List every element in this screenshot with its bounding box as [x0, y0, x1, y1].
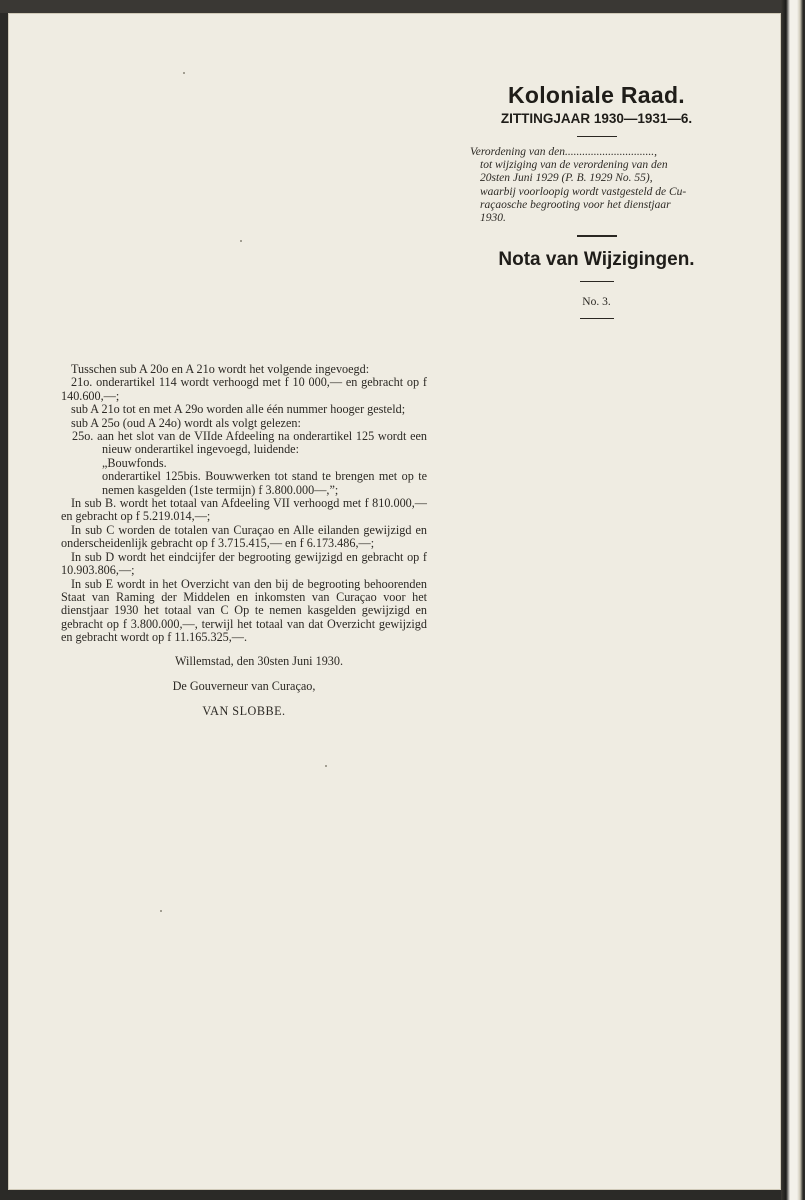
nota-title: Nota van Wijzigingen. [498, 249, 695, 271]
scan-top-border [0, 0, 805, 13]
paragraph: In sub C worden de totalen van Curaçao en Alle eilanden gewijzigd en onderscheidenlijk gebracht op f 3.715.415,— en f 6.173.486,—; [61, 522, 427, 551]
scan-page-edge [781, 0, 805, 1200]
paragraph: In sub E wordt in het Overzicht van den bij de begrooting behoorenden Staat van Raming der Middelen en inkomsten van Curaçao voor het dienstjaar 1930 het totaal van C Op te nemen kasgelden gewijzigd en gebracht op f 3.800.000,—, terwijl het totaal van dat Overzicht gewijzigd en gebracht wordt op f 11.165.325,—. [61, 576, 427, 645]
paragraph: sub A 25o (oud A 24o) wordt als volgt gelezen: [71, 415, 301, 430]
council-title: Koloniale Raad. [507, 82, 686, 108]
subject-line: tot wijziging van de verordening van den [480, 159, 668, 172]
paper-speck [325, 765, 327, 767]
signatory-name: VAN SLOBBE. [202, 704, 286, 719]
signatory-role: De Gouverneur van Curaçao, [172, 678, 316, 693]
divider [577, 136, 617, 137]
divider [577, 235, 617, 237]
paper-speck [240, 240, 242, 242]
subject-line: Verordening van den..............................., [470, 146, 657, 158]
subject-line: waarbij voorloopig wordt vastgesteld de Cu- [480, 185, 687, 198]
paragraph: Tusschen sub A 20o en A 21o wordt het volgende ingevoegd: [71, 362, 370, 376]
paragraph: sub A 21o tot en met A 29o worden alle één nummer hooger gesteld; [71, 402, 406, 417]
paragraph: onderartikel 125bis. Bouwwerken tot stand te brengen met op te nemen kasgelden (1ste termijn) f 3.800.000—,”; [102, 469, 427, 497]
subject-line: 1930. [480, 212, 506, 225]
divider [580, 318, 614, 319]
divider [580, 281, 614, 282]
paper-speck [183, 72, 185, 74]
subject-line: raçaosche begrooting voor het dienstjaar [480, 198, 671, 211]
document-body [61, 363, 427, 719]
paper-speck [160, 910, 162, 912]
document-header [470, 82, 723, 319]
subject-line: 20sten Juni 1929 (P. B. 1929 No. 55), [480, 172, 653, 185]
subject-block [470, 146, 723, 225]
paragraph: In sub B. wordt het totaal van Afdeeling VII verhoogd met f 810.000,— en gebracht op f 5.219.014,—; [61, 496, 427, 524]
document-number: No. 3. [582, 296, 611, 309]
paragraph: „Bouwfonds. [102, 455, 167, 470]
session-year: ZITTINGJAAR 1930—1931—6. [500, 111, 693, 126]
place-date: Willemstad, den 30sten Juni 1930. [174, 653, 344, 668]
paragraph: 21o. onderartikel 114 wordt verhoogd met f 10 000,— en gebracht op f 140.600,—; [61, 375, 427, 403]
paragraph: 25o. aan het slot van de VIIde Afdeeling na onderartikel 125 wordt een nieuw onderartikel ingevoegd, luidende: [72, 429, 427, 457]
paragraph: In sub D wordt het eindcijfer der begrooting gewijzigd en gebracht op f 10.903.806,—; [61, 549, 427, 578]
